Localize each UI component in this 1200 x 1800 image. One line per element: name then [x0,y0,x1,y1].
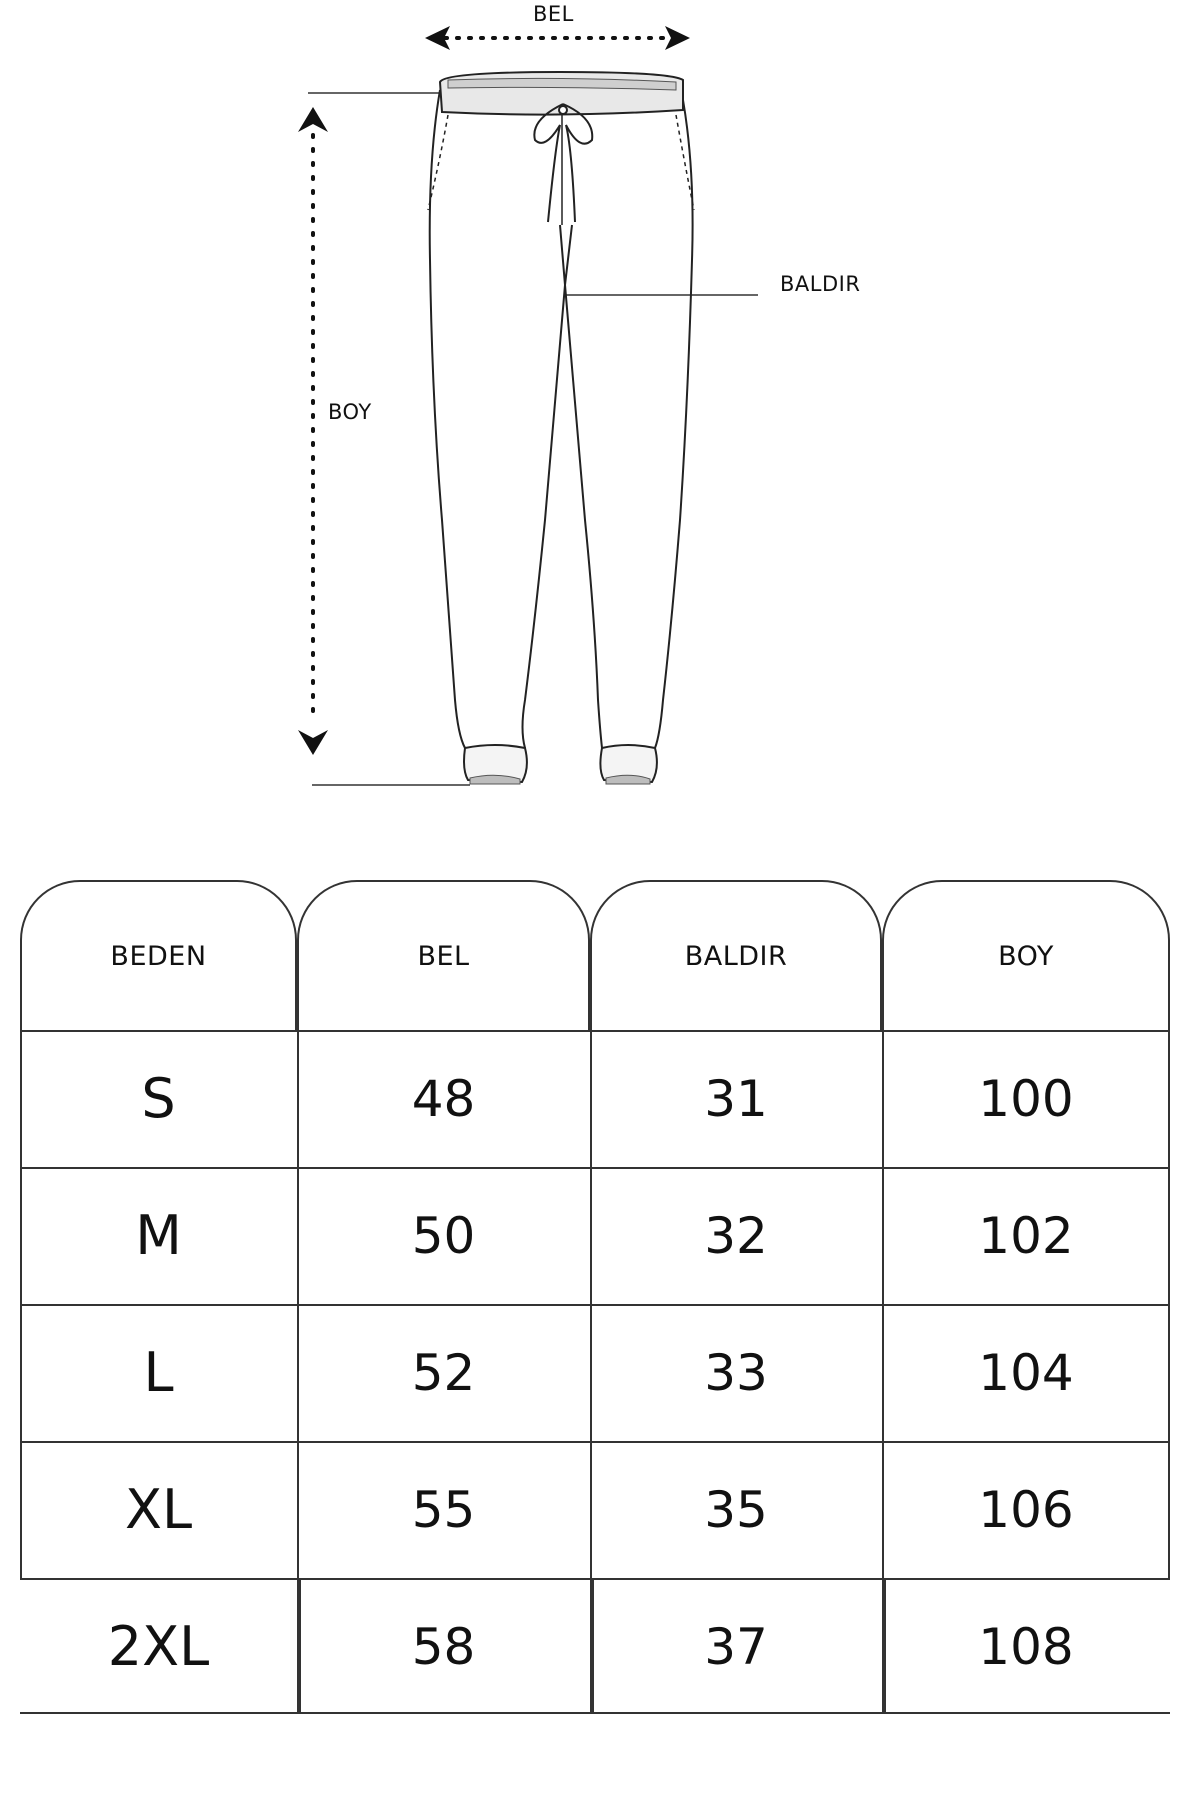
header-size: BEDEN [20,880,297,1030]
table-body [20,1030,1170,1715]
size-cell: 2XL [107,1615,210,1678]
size-cell: M [135,1204,182,1267]
waist-label: BEL [533,2,574,26]
waist-cell: 58 [411,1617,476,1676]
table-row [20,1167,1170,1304]
pants-drawing [0,0,1200,820]
calf-cell: 32 [704,1206,768,1265]
waist-cell: 52 [411,1343,476,1402]
waist-arrow-icon [425,26,690,50]
waist-cell: 50 [411,1206,476,1265]
pants-outline [428,72,694,784]
length-cell: 104 [978,1343,1074,1402]
header-calf: BALDIR [590,880,882,1030]
table-row [20,1441,1170,1578]
length-cell: 102 [978,1206,1074,1265]
waist-cell: 55 [411,1480,476,1539]
pants-measurement-diagram [0,0,1200,820]
calf-cell: 37 [704,1617,768,1676]
table-row [20,1030,1170,1167]
header-waist: BEL [297,880,590,1030]
header-length: BOY [882,880,1170,1030]
table-row [20,1578,1170,1715]
table-row [20,1304,1170,1441]
length-label: BOY [328,400,372,424]
calf-label: BALDIR [780,272,861,296]
length-cell: 108 [978,1617,1074,1676]
calf-cell: 33 [704,1343,768,1402]
size-cell: L [143,1341,174,1404]
length-arrow-icon [298,93,470,785]
size-cell: S [141,1067,176,1130]
calf-cell: 35 [704,1480,768,1539]
waist-cell: 48 [411,1069,476,1128]
size-chart-table [20,880,1170,1715]
size-cell: XL [124,1478,193,1541]
length-cell: 106 [978,1480,1074,1539]
length-cell: 100 [978,1069,1074,1128]
table-header-row [20,880,1170,1030]
calf-cell: 31 [704,1069,768,1128]
